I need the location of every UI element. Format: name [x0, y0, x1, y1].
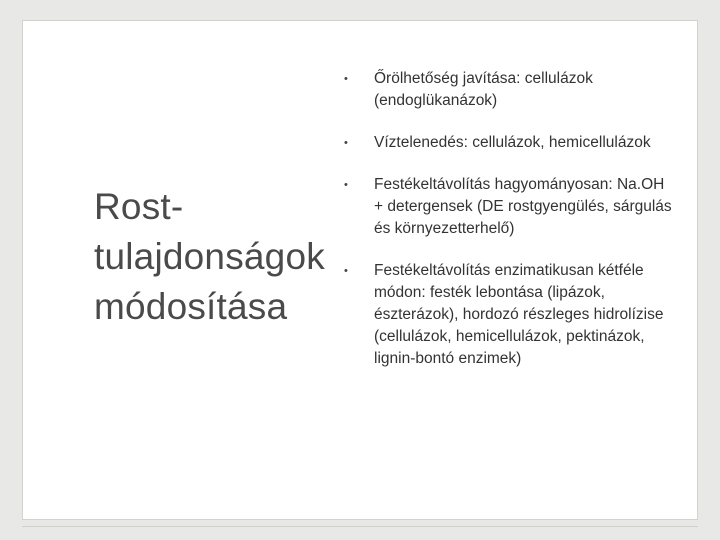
bullet-marker: • — [344, 179, 348, 191]
bullet-item — [344, 132, 676, 154]
bullet-marker: • — [344, 73, 348, 85]
bottom-divider — [22, 526, 698, 527]
bullet-list — [344, 68, 676, 390]
slide-title: Rost- tulajdonságok módosítása — [94, 186, 325, 327]
bullet-marker: • — [344, 265, 348, 277]
bullet-text: Festékeltávolítás hagyományosan: Na.OH + detergensek (DE rostgyengülés, sárgulás és környezetterhelő) — [374, 176, 672, 237]
bullet-item — [344, 68, 676, 112]
bullet-text: Festékeltávolítás enzimatikusan kétféle módon: festék lebontása (lipázok, észterázok), hordozó részleges hidrolízise (cellulázok, hemicellulázok, pektinázok, lignin-bontó enzimek) — [374, 262, 664, 367]
bullet-text: Őrölhetőség javítása: cellulázok (endoglükanázok) — [374, 70, 593, 109]
bullet-item — [344, 174, 676, 240]
bullet-item — [344, 260, 676, 370]
bullet-marker: • — [344, 137, 348, 149]
bullet-text: Víztelenedés: cellulázok, hemicellulázok — [374, 134, 651, 151]
